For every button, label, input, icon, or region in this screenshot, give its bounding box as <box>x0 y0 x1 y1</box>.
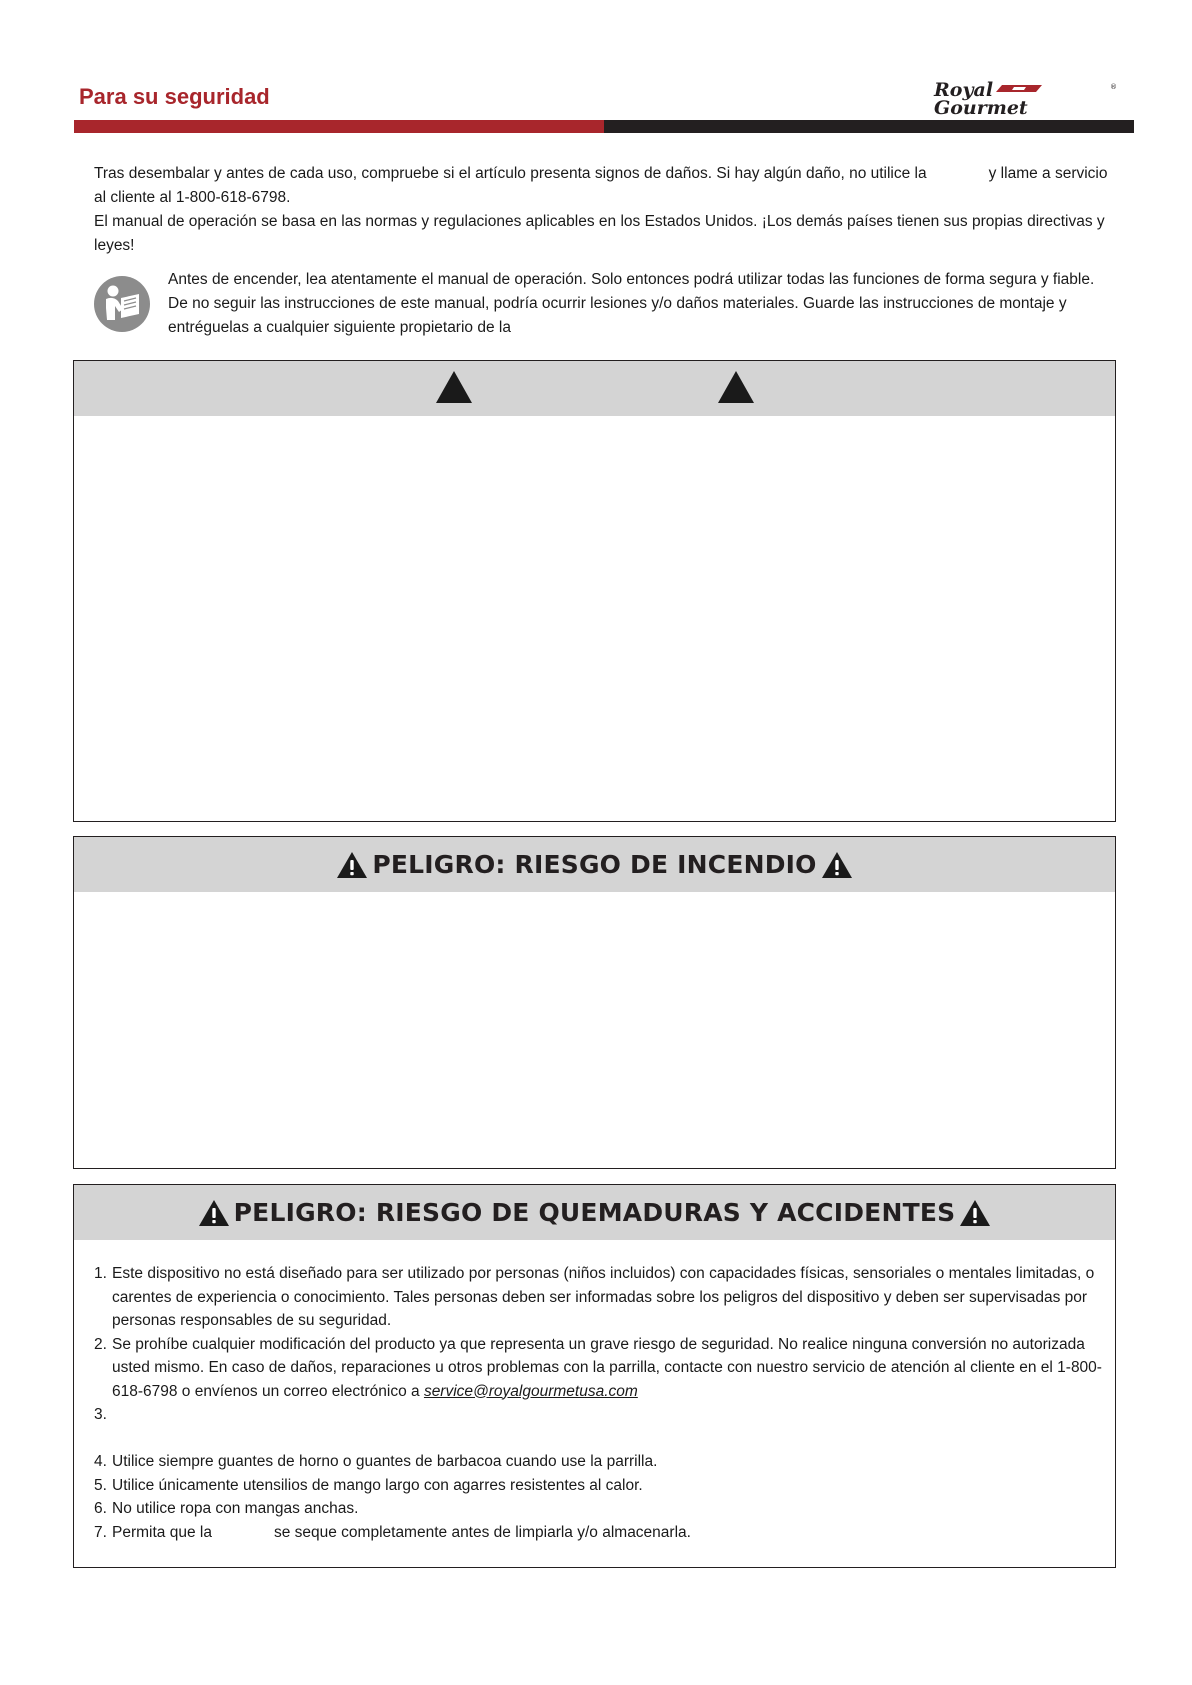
burn-hazard-title: PELIGRO: RIESGO DE QUEMADURAS Y ACCIDENTES <box>233 1198 956 1227</box>
warning-triangle-icon <box>959 1199 991 1227</box>
list-item: 2. Se prohíbe cualquier modificación del producto ya que representa un grave riesgo de seguridad. No realice ninguna conversión no autorizada usted mismo. En caso de daños, reparaciones u otros problemas con la parrilla, contacte con nuestro servicio de atención al cliente en el 1-800-618-6798 o envíenos un correo electrónico a service@royalgourmetusa.com <box>94 1335 1102 1400</box>
list-item: 4. Utilice siempre guantes de horno o guantes de barbacoa cuando use la parrilla. <box>94 1453 658 1470</box>
warning-triangle-icon <box>336 851 368 879</box>
support-email-link[interactable]: service@royalgourmetusa.com <box>423 1382 638 1400</box>
burn-hazard-list <box>74 1240 1115 1544</box>
burn-hazard-box <box>73 1184 1116 1568</box>
fire-hazard-box <box>73 836 1116 1169</box>
manual-notice-text: Antes de encender, lea atentamente el manual de operación. Solo entonces podrá utilizar todas las funciones de forma segura y fiable. De no seguir las instrucciones de este manual, podría ocurrir lesiones y/o daños materiales. Guarde las instrucciones de montaje y entréguelas a cualquier siguiente propietario de la <box>168 271 1095 336</box>
intro-line1-a: Tras desembalar y antes de cada uso, compruebe si el artículo presenta signos de daños. Si hay algún daño, no utilice la <box>94 165 927 182</box>
intro-line2: El manual de operación se basa en las normas y regulaciones aplicables en los Estados Unidos. ¡Los demás países tienen sus propias directivas y leyes! <box>94 213 1105 254</box>
warning-triangle-icon <box>717 370 755 404</box>
read-manual-icon <box>94 276 150 332</box>
fire-hazard-title: PELIGRO: RIESGO DE INCENDIO <box>372 850 817 879</box>
intro-line1-b: y llame a servicio al cliente al 1-800-618-6798. <box>94 165 1108 206</box>
svg-text:®: ® <box>1110 83 1117 91</box>
list-item: 5. Utilice únicamente utensilios de mango largo con agarres resistentes al calor. <box>94 1476 643 1494</box>
list-item: 7. Permita que la se seque completamente antes de limpiarla y/o almacenarla. <box>94 1523 691 1541</box>
warning-triangle-icon <box>435 370 473 404</box>
header-bar <box>74 120 1134 133</box>
list-item: 1. Este dispositivo no está diseñado para ser utilizado por personas (niños incluidos) con capacidades físicas, sensoriales o mentales limitadas, o carentes de experiencia o conocimiento. Tales personas deben ser informadas sobre los peligros del dispositivo y deben ser supervisadas por personas responsables de su seguridad. <box>94 1265 1095 1329</box>
logo-line2: Gourmet <box>934 97 1028 118</box>
warning-box-empty <box>73 360 1116 822</box>
royal-gourmet-logo <box>930 80 1120 118</box>
list-item: 3. <box>94 1406 107 1423</box>
warning-triangle-icon <box>198 1199 230 1227</box>
logo-line1: Royal <box>934 80 994 101</box>
warning-triangle-icon <box>821 851 853 879</box>
page-title: Para su seguridad <box>79 84 270 109</box>
intro-text <box>94 162 1114 258</box>
burn-hazard-header <box>74 1185 1115 1240</box>
fire-hazard-header <box>74 837 1115 892</box>
list-item: 6. No utilice ropa con mangas anchas. <box>94 1500 359 1517</box>
warning-box-header <box>74 361 1115 416</box>
